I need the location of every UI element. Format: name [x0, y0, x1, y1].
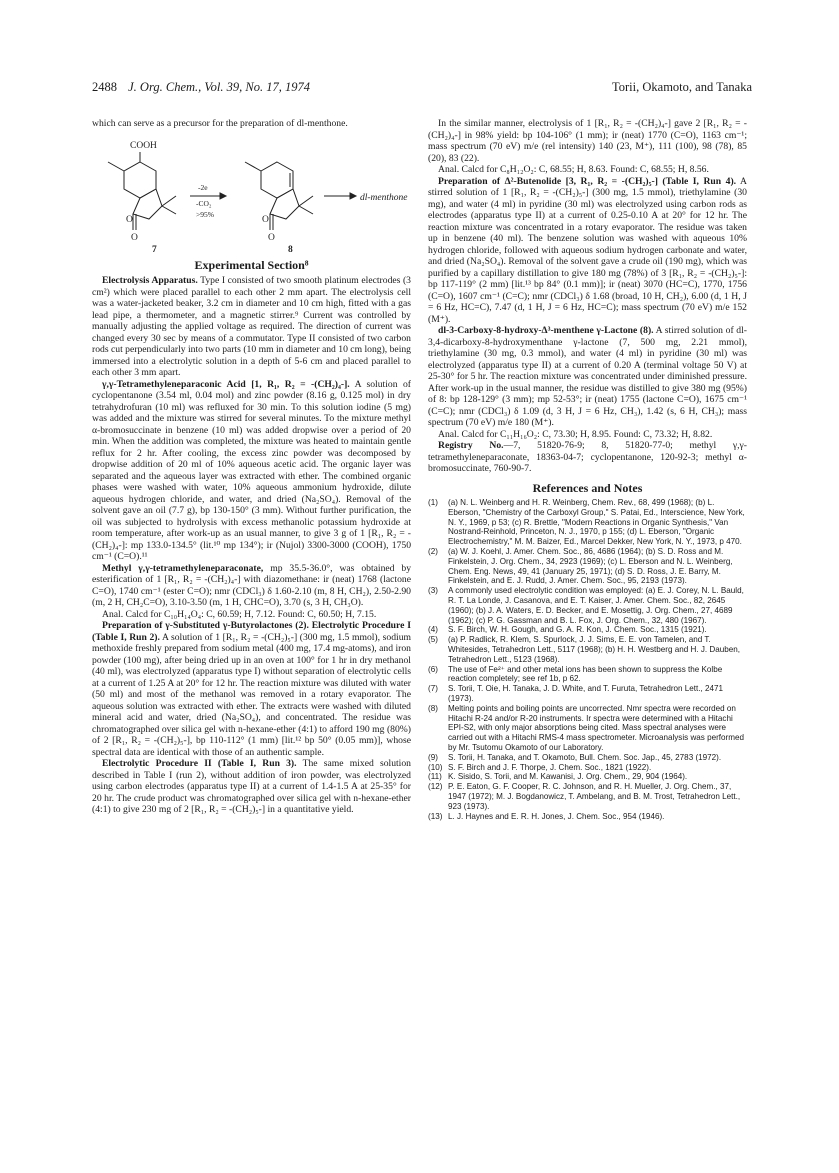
reference-number: (9) — [428, 752, 438, 762]
paragraph-paraconic-acid — [92, 379, 411, 563]
reference-number: (12) — [428, 782, 443, 792]
runin-head-apparatus: Electrolysis Apparatus. — [102, 275, 198, 286]
page-header — [92, 80, 752, 100]
cyclohexane-ring-7 — [124, 162, 156, 198]
reference-text: L. J. Haynes and E. R. H. Jones, J. Chem. Soc., 954 (1946). — [448, 811, 665, 821]
runin-head-procedure-1: Preparation of γ-Substituted γ-Butyrolactones (2). Electrolytic Procedure I (Table I, Run 2). — [92, 620, 411, 643]
reference-text: S. F. Birch and J. F. Thorpe, J. Chem. Soc., 1821 (1922). — [448, 762, 652, 772]
gem-methyl-7b — [162, 206, 176, 214]
methyl-bond-7 — [108, 162, 124, 171]
ring-oxygen-7: O — [126, 214, 133, 225]
runin-head-menthene: dl-3-Carboxy-8-hydroxy-Δ³-menthene γ-Lactone (8). — [438, 325, 654, 336]
reagent-co2: -CO₂ — [196, 198, 212, 208]
paragraph-text-procedure-2: The same mixed solution described in Table I (run 2), without addition of iron powder, was electrolyzed using carbon electrodes (apparatus type II) at a current of 1.4-1.5 A at 25-35° for 20 hr. The crude product was chromatographed over silica gel with n-hexane-ether (4:1) to give 230 mg of 2 [R₁, R₂ = -(CH₂)₅-] in a quantitative yield. — [92, 758, 411, 815]
reference-item — [428, 547, 747, 586]
paragraph-text-paraconic: A solution of cyclopentanone (3.54 ml, 0.04 mol) and zinc powder (8.16 g, 0.125 mol) in dry tetrahydrofuran (10 ml) was refluxed for 30 min. To this solution iodine (5 mg) was added and the mixture was stirred for several minutes. To the mixture methyl α-bromosuccinate in benzene (10 ml) was added dropwise over a period of 20 min. When the addition was completed, the mixture was heated to maintain gentle reflux for 2 hr. After cooling, the excess zinc powder was decomposed by dropwise addition of 20 ml of 10% aqueous acetic acid. The organic layer was separated and the aqueous layer was extracted with ether. The combined organic phases were washed with water, 10% aqueous ammonium hydroxide, dilute aqueous hydrogen chloride, and water, and dried (Na₂SO₄). Removal of the solvent gave an oil (7.7 g), bp 130-150° (3 mm). Without further purification, the oil was subjected to hydrolysis with excess methanolic potassium hydroxide at room temperature, after work-up as an usual manner, to give 3 g of 1 [R₁, R₂ = -(CH₂)₄-]: mp 133.0-134.5° (lit.¹⁰ mp 134°); ir (Nujol) 3300-3000 (COOH), 1750 cm⁻¹ (C=O).¹¹ — [92, 378, 411, 562]
paragraph-methyl-ester — [92, 563, 411, 609]
right-column — [428, 118, 747, 821]
reference-item — [428, 586, 747, 625]
reference-number: (5) — [428, 635, 438, 645]
reference-number: (13) — [428, 811, 443, 821]
page-number: 2488 — [92, 80, 117, 94]
reference-text: S. Torii, T. Oie, H. Tanaka, J. D. White, and T. Furuta, Tetrahedron Lett., 2471 (1973). — [448, 684, 724, 703]
gem-methyl-8b — [299, 206, 313, 214]
reaction-scheme-drawing — [92, 134, 411, 252]
reference-item — [428, 704, 747, 753]
reference-text: K. Sisido, S. Torii, and M. Kawanisi, J. Org. Chem., 29, 904 (1964). — [448, 772, 688, 782]
paragraph-text-methyl: mp 35.5-36.0°, was obtained by esterification of 1 [R₁, R₂ = -(CH₂)₄-] with diazomethane: ir (neat) 1768 (lactone C=O), 1740 cm⁻¹ (ester C=O); nmr (CDCl₃) δ 1.60-2.10 (m, 8 H, CH₂), 2.50-2.90 (m, 2 H, CH₂C=O), 3.10-3.50 (m, 1 H, CHC=O), 3.70 (s, 3 H, CH₃O). — [92, 562, 412, 608]
reference-number: (7) — [428, 684, 438, 694]
product-menthone: dl-menthone — [360, 192, 408, 203]
left-column — [92, 118, 411, 816]
reference-item — [428, 498, 747, 547]
reference-item — [428, 812, 747, 822]
paragraph-text-procedure-1: A solution of 1 [R₁, R₂ = -(CH₂)₅-] (300 mg, 1.5 mmol), sodium methoxide freshly prepared from sodium metal (400 mg, 17.4 mg-atoms), and iron powder (100 mg), after being dried up in an oven at 100° for 1 hr in dry methanol (40 ml), was electrolyzed (apparatus type I) without separation of electrolytic cells at a current of 1.25 A at 20° for 12 hr. The reaction mixture was diluted with water (50 ml) and most of the methanol was removed in a rotary evaporator. The aqueous solution was extracted with ether. The extracts were washed with diluted mineral acid and water, dried (Na₂SO₄), and concentrated. The residue was chromatographed over silica gel with n-hexane-ether (4:1) to afford 190 mg (80%) of 2 [R₁, R₂ = -(CH₂)₅-], bp 110-112° (1 mm) [lit.¹² bp 50° (0.05 mm)], whose spectral data are identical with those of an authentic sample. — [92, 631, 411, 758]
registry-numbers — [428, 440, 747, 475]
lactone-ring-7 — [133, 189, 162, 219]
paragraph-intro-continued: which can serve as a precursor for the preparation of dl-menthone. — [92, 118, 348, 129]
paragraph-anal-3: Anal. Calcd for C₁₁H₁₆O₂: C, 73.30; H, 8.95. Found: C, 73.32; H, 8.82. — [438, 428, 713, 440]
cyclohexene-ring-8 — [261, 162, 293, 198]
reference-item — [428, 635, 747, 664]
reference-text: A commonly used electrolytic condition was employed: (a) E. J. Corey, N. L. Bauld, R. T. La Londe, J. Casanova, and E. T. Kaiser, J. Amer. Chem. Soc., 82, 2645 (1960); (b) J. A. Waters, E. D. Becker, and E. Mosettig, J. Org. Chem., 27, 4689 (1962); (c) P. G. Gassman and B. L. Fox, J. Org. Chem., 32, 480 (1967). — [448, 586, 744, 625]
experimental-section-title: Experimental Section⁸ — [194, 257, 309, 272]
runin-head-procedure-2: Electrolytic Procedure II (Table I, Run 3). — [102, 758, 297, 769]
paragraph-menthene-lactone — [428, 325, 747, 429]
paragraph-electrolysis-apparatus — [92, 275, 411, 379]
journal-citation: J. Org. Chem., Vol. 39, No. 17, 1974 — [128, 80, 310, 94]
reference-text: S. F. Birch, W. H. Gough, and G. A. R. Kon, J. Chem. Soc., 1315 (1921). — [448, 625, 707, 635]
paragraph-procedure-2 — [92, 758, 411, 816]
reference-item — [428, 684, 747, 704]
reference-number: (10) — [428, 762, 443, 772]
reference-text: P. E. Eaton, G. F. Cooper, R. C. Johnson, and R. H. Mueller, J. Org. Chem., 37, 1947 (1972); M. J. Bogdanowicz, T. Ambelang, and B. M. Trost, Tetrahedron Lett., 923 (1973). — [448, 782, 741, 811]
reference-text: (a) P. Radlick, R. Klem, S. Spurlock, J. J. Sims, E. E. von Tamelen, and T. Whitesides, Tetrahedron Lett., 5117 (1968); (b) H. H. Westberg and H. J. Dauben, Tetrahedron Lett., 5123 (1968). — [448, 635, 740, 664]
reference-text: (a) W. J. Koehl, J. Amer. Chem. Soc., 86, 4686 (1964); (b) S. D. Ross and M. Finkelstein, J. Org. Chem., 34, 2923 (1969); (c) L. Eberson and N. L. Weinberg, Chem. Eng. News, 49, 41 (January 25, 1971); (d) S. D. Ross, J. E. Barry, M. Finkelstein, and E. J. Rudd, J. Amer. Chem. Soc., 95, 2193 (1973). — [448, 546, 733, 586]
paragraph-anal-1: Anal. Calcd for C₁₀H₁₄O₄: C, 60.59; H, 7.12. Found: C, 60.50; H, 7.15. — [102, 608, 377, 620]
reference-number: (1) — [428, 498, 438, 507]
paragraph-text-apparatus: Type I consisted of two smooth platinum electrodes (3 cm²) which were placed parallel to each other 2 mm apart. The electrolysis cell was a water-jacketed beaker, 3.2 cm in diameter and 10 cm high, fitted with a gas lead pipe, a thermometer, and a magnetic stirrer.⁹ Current was controlled by manually adjusting the applied voltage as required. The direction of current was changed every 30 sec by means of a commutator. Type II consisted of two carbon rods cut perpendicularly into two parts (10 mm in diameter and 10 cm long), being immersed into a electrolytic solution in a depth of 5-6 cm and placed parallel to each other 3 mm apart. — [92, 275, 411, 378]
references-list — [428, 498, 747, 821]
ring-oxygen-8: O — [262, 214, 269, 225]
reference-number: (3) — [428, 586, 438, 596]
paragraph-similar-manner: In the similar manner, electrolysis of 1 [R₁, R₂ = -(CH₂)₄-] gave 2 [R₁, R₂ = -(CH₂)₄-] in 98% yield: bp 104-106° (1 mm); ir (neat) 1770 (C=O), 1163 cm⁻¹; mass spectrum (70 eV) m/e (rel intensity) 140 (23, M⁺), 111 (100), 98 (78), 85 (20), 83 (22). — [428, 118, 747, 164]
paragraph-text-menthene: A stirred solution of dl-3,4-dicarboxy-8-hydroxymenthane γ-lactone (7, 500 mg, 2.21 mmol), triethylamine (30 mg, 0.3 mmol), and water (4 ml) in pyridine (30 ml) was electrolyzed (apparatus type II) at a current of 0.20 A (terminal voltage 50 V) at 25-30° for 5 hr. The reaction mixture was concentrated under diminished pressure. After work-up in the usual manner, the residue was distilled to give 380 mg (95%) of 8: bp 128-129° (3 mm); mp 52-53°; ir (neat) 1755 (lactone C=O), 1675 cm⁻¹ (C=C); nmr (CDCl₃) δ 1.09 (d, 3 H, J = 6 Hz, CH₃), 1.42 (s, 6 H, CH₃); mass spectrum (70 eV) m/e 180 (M⁺). — [428, 325, 747, 428]
runin-head-methyl: Methyl γ,γ-tetramethyleneparaconate, — [102, 562, 264, 574]
reference-item — [428, 763, 747, 773]
methyl-bond-8 — [245, 162, 261, 171]
reference-item — [428, 782, 747, 811]
reference-text: S. Torii, H. Tanaka, and T. Okamoto, Bull. Chem. Soc. Jap., 45, 2783 (1972). — [448, 752, 722, 762]
header-left — [92, 80, 310, 95]
lactone-ring-8 — [270, 189, 299, 219]
reference-text: The use of Fe²⁺ and other metal ions has been shown to suppress the Kolbe reaction completely; see ref 1b, p 62. — [448, 664, 723, 684]
reference-number: (8) — [428, 703, 438, 713]
arrowhead-2 — [350, 193, 356, 199]
cooh-label: COOH — [130, 140, 157, 151]
compound-label-8: 8 — [288, 244, 293, 252]
compound-label-7: 7 — [152, 244, 157, 252]
runin-head-butenolide: Preparation of Δ²-Butenolide [3, R₁, R₂ = -(CH₂)₅-] (Table I, Run 4). — [438, 175, 737, 187]
reference-text: (a) N. L. Weinberg and H. R. Weinberg, Chem. Rev., 68, 499 (1968); (b) L. Eberson, "Chemistry of the Carboxyl Group," S. Patai, Ed., Interscience, New York, N. Y., 1969, p 53; (c) R. Brettle, "Modern Reactions in Organic Synthesis," Van Nostrand-Reinhold, Princeton, N. J., 1970, p 155; (d) L. Eberson, "Organic Electrochemistry," M. M. Baizer, Ed., Marcel Dekker, New York, N. Y., 1973, p 470. — [448, 498, 745, 547]
carbonyl-oxygen-8: O — [268, 232, 275, 243]
reaction-scheme — [92, 134, 411, 252]
registry-head: Registry No. — [438, 440, 504, 451]
runin-head-paraconic: γ,γ-Tetramethyleneparaconic Acid [1, R₁, R₂ = -(CH₂)₄-]. — [102, 378, 350, 390]
paragraph-text-butenolide: A stirred solution of 1 [R₁, R₂ = -(CH₂)₅-] (300 mg, 1.5 mmol), triethylamine (30 mg), and water (4 ml) in pyridine (30 ml) was electrolyzed using carbon rods as electrodes (apparatus type II) at a current of 0.25-0.10 A at 20° for 12 hr. The reaction mixture was concentrated in a rotary evaporator. The residue was taken up in benzene (40 ml). The benzene solution was washed with aqueous 10% hydrogen chloride, followed with aqueous sodium hydrogen carbonate and water, and dried (Na₂SO₄). Removal of the solvent gave a crude oil (190 mg), which was purified by a capillary distillation to give 180 mg (78%) of 3 [R₁, R₂ = -(CH₂)₅-]: bp 117-119° (2 mm) [lit.¹³ bp 84° (0.1 mm)]; ir (neat) 3070 (HC=C), 1770, 1756 (C=O), 1607 cm⁻¹ (C=C); nmr (CDCl₃) δ 1.68 (broad, 10 H, CH₂), 6.00 (d, 1 H, J = 6 Hz, HC=C), 7.47 (d, 1 H, J = 6 Hz, HC=C); mass spectrum (70 eV) m/e 152 (M⁺). — [428, 175, 747, 325]
gem-methyl-7a — [162, 196, 176, 206]
header-authors: Torii, Okamoto, and Tanaka — [612, 80, 752, 94]
reagent-electrons: -2e — [198, 182, 208, 192]
arrowhead-1 — [220, 193, 226, 199]
reference-item — [428, 772, 747, 782]
reference-text: Melting points and boiling points are uncorrected. Nmr spectra were recorded on Hitachi R-24 and/or R-20 instruments. Ir spectra were determined with a Hitachi EPI-S2, with only major absorptions being cited. Mass spectral analyses were carried out with a Hitachi RMS-4 mass spectrometer. Microanalysis was performed by Mr. Tsutomu Okamoto of our Laboratory. — [448, 703, 744, 752]
reference-item — [428, 625, 747, 635]
registry-text: —7, 51820-76-9; 8, 51820-77-0; methyl γ,γ-tetramethyleneparaconate, 18363-04-7; cyclopentanone, 120-92-3; methyl α-bromosuccinate, 760-90-7. — [428, 440, 747, 474]
gem-methyl-8a — [299, 196, 313, 206]
reference-number: (11) — [428, 772, 442, 782]
reagent-yield: >95% — [196, 209, 214, 219]
reference-number: (6) — [428, 664, 438, 674]
references-title: References and Notes — [532, 480, 643, 495]
carbonyl-oxygen-7: O — [131, 232, 138, 243]
reference-item — [428, 753, 747, 763]
reference-number: (4) — [428, 625, 438, 635]
paragraph-anal-2: Anal. Calcd for C₈H₁₂O₂: C, 68.55; H, 8.63. Found: C, 68.55; H, 8.56. — [438, 164, 709, 175]
reference-item — [428, 665, 747, 685]
paragraph-butenolide — [428, 176, 747, 326]
reference-number: (2) — [428, 546, 438, 556]
paragraph-procedure-1 — [92, 620, 411, 758]
